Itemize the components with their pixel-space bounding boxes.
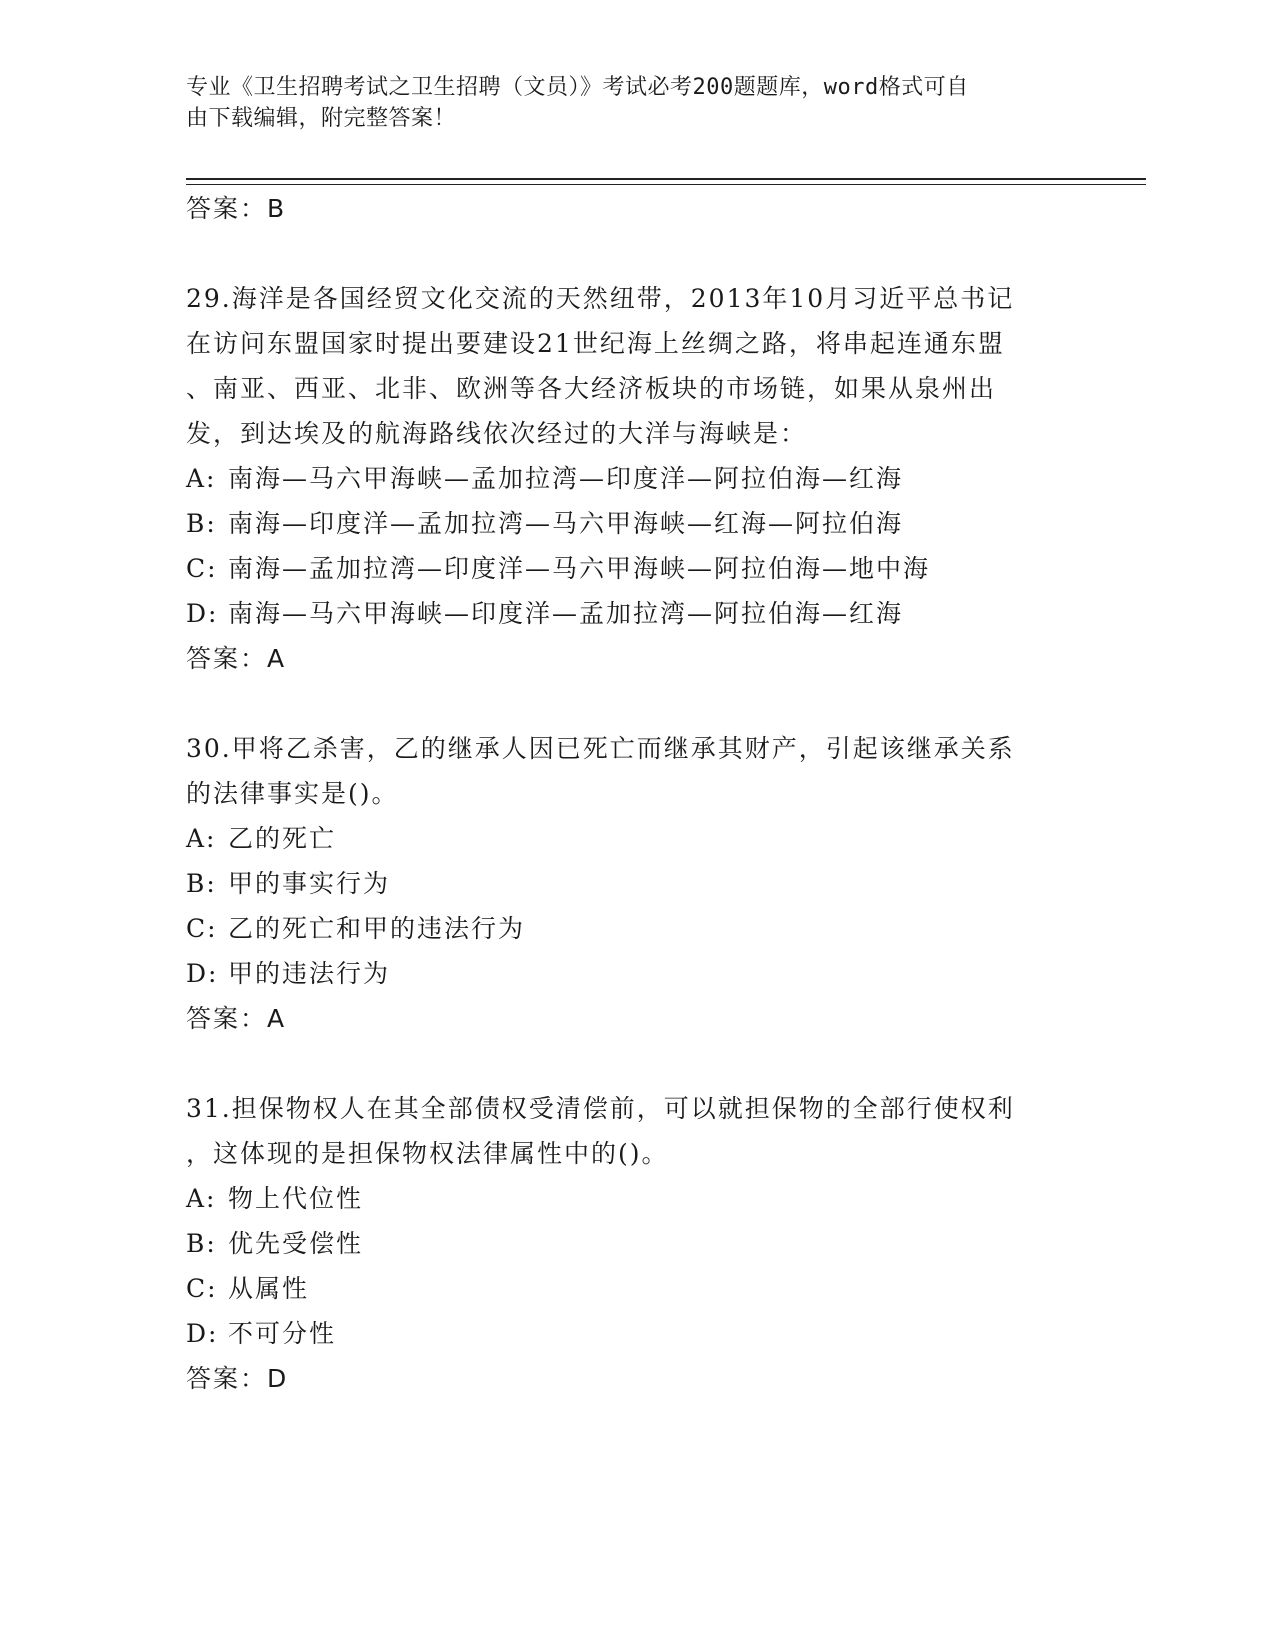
option-a xyxy=(186,456,1066,501)
answer-label: 答案： xyxy=(186,1364,268,1393)
option-letter: A: xyxy=(186,824,217,853)
option-text: 不可分性 xyxy=(228,1319,337,1348)
answer-value: A xyxy=(267,1004,287,1033)
option-text: 乙的死亡和甲的违法行为 xyxy=(228,914,526,943)
answer-label: 答案： xyxy=(186,1004,268,1033)
option-text: 南海—马六甲海峡—印度洋—孟加拉湾—阿拉伯海—红海 xyxy=(228,599,904,628)
question-29 xyxy=(186,276,1066,681)
answer-label: 答案： xyxy=(186,194,268,223)
option-c xyxy=(186,1266,1066,1311)
answer-line xyxy=(186,1356,1066,1401)
option-c xyxy=(186,546,1066,591)
header-rule-thin xyxy=(186,184,1146,185)
option-letter: B: xyxy=(186,509,217,538)
option-letter: C: xyxy=(186,554,218,583)
option-d xyxy=(186,951,1066,996)
option-text: 乙的死亡 xyxy=(228,824,337,853)
stem-line: 29.海洋是各国经贸文化交流的天然纽带，2013年10月习近平总书记 xyxy=(186,284,1015,313)
option-letter: A: xyxy=(186,1184,217,1213)
question-stem xyxy=(186,726,1066,816)
answer-line xyxy=(186,636,1066,681)
option-text: 优先受偿性 xyxy=(228,1229,364,1258)
page-header xyxy=(186,72,1066,134)
option-b xyxy=(186,501,1066,546)
header-line-2: 由下载编辑，附完整答案！ xyxy=(186,106,457,131)
answer-line xyxy=(186,186,1066,231)
option-a xyxy=(186,1176,1066,1221)
option-letter: D: xyxy=(186,1319,219,1348)
option-letter: A: xyxy=(186,464,217,493)
header-line-1: 专业《卫生招聘考试之卫生招聘（文员）》考试必考200题题库，word格式可自 xyxy=(186,75,969,100)
option-text: 甲的事实行为 xyxy=(228,869,391,898)
stem-line: 30.甲将乙杀害，乙的继承人因已死亡而继承其财产，引起该继承关系 xyxy=(186,734,1015,763)
header-rule-thick xyxy=(186,178,1146,180)
option-text: 物上代位性 xyxy=(228,1184,364,1213)
option-d xyxy=(186,1311,1066,1356)
option-text: 南海—马六甲海峡—孟加拉湾—印度洋—阿拉伯海—红海 xyxy=(228,464,904,493)
option-c xyxy=(186,906,1066,951)
option-letter: B: xyxy=(186,1229,217,1258)
option-b xyxy=(186,1221,1066,1266)
stem-line: 在访问东盟国家时提出要建设21世纪海上丝绸之路，将串起连通东盟 xyxy=(186,329,1005,358)
question-stem xyxy=(186,1086,1066,1176)
option-letter: C: xyxy=(186,914,218,943)
option-text: 南海—印度洋—孟加拉湾—马六甲海峡—红海—阿拉伯海 xyxy=(228,509,904,538)
stem-line: 31.担保物权人在其全部债权受清偿前，可以就担保物的全部行使权利 xyxy=(186,1094,1015,1123)
question-stem xyxy=(186,276,1066,456)
option-d xyxy=(186,591,1066,636)
document-body xyxy=(186,186,1066,1401)
option-letter: C: xyxy=(186,1274,218,1303)
option-text: 甲的违法行为 xyxy=(228,959,391,988)
stem-line: 发，到达埃及的航海路线依次经过的大洋与海峡是： xyxy=(186,419,808,448)
answer-label: 答案： xyxy=(186,644,268,673)
option-a xyxy=(186,816,1066,861)
option-letter: D: xyxy=(186,599,219,628)
answer-line xyxy=(186,996,1066,1041)
option-text: 南海—孟加拉湾—印度洋—马六甲海峡—阿拉伯海—地中海 xyxy=(228,554,931,583)
question-31 xyxy=(186,1086,1066,1401)
stem-line: ，这体现的是担保物权法律属性中的()。 xyxy=(186,1139,669,1168)
option-letter: D: xyxy=(186,959,219,988)
answer-value: B xyxy=(267,194,287,223)
stem-line: 的法律事实是()。 xyxy=(186,779,399,808)
option-letter: B: xyxy=(186,869,217,898)
answer-value: A xyxy=(267,644,287,673)
answer-value: D xyxy=(267,1364,289,1393)
stem-line: 、南亚、西亚、北非、欧洲等各大经济板块的市场链，如果从泉州出 xyxy=(186,374,997,403)
option-text: 从属性 xyxy=(228,1274,310,1303)
question-30 xyxy=(186,726,1066,1041)
option-b xyxy=(186,861,1066,906)
